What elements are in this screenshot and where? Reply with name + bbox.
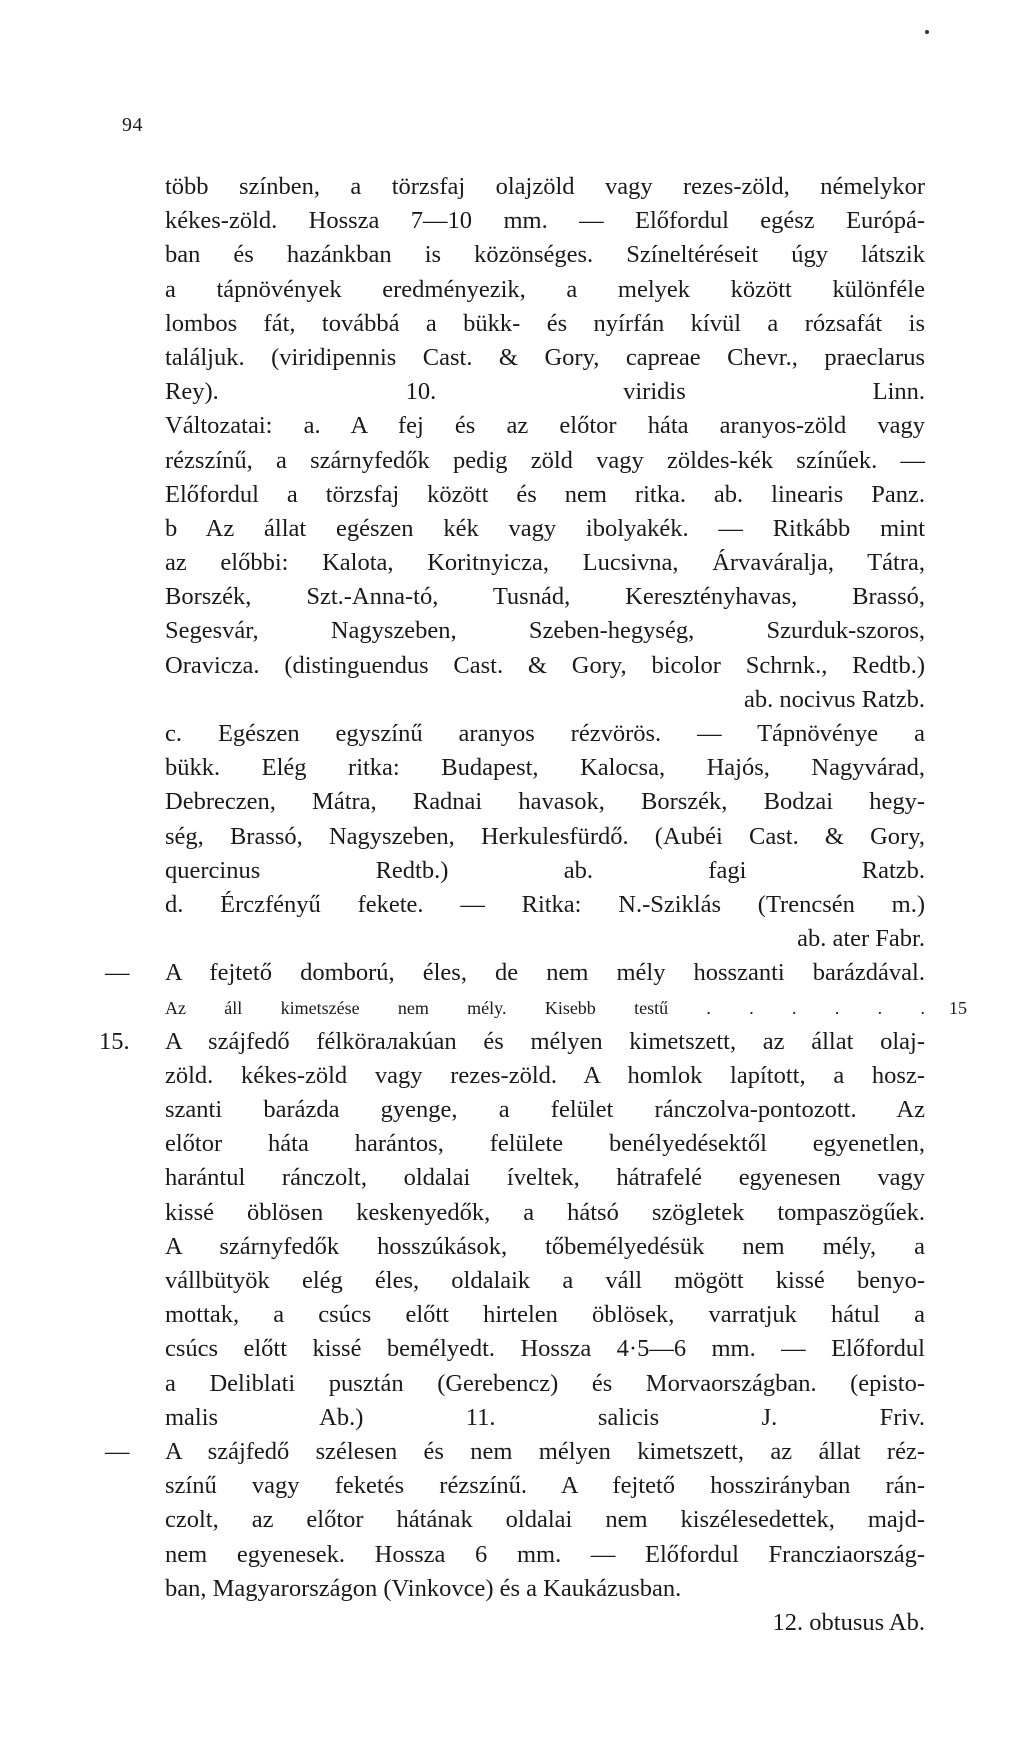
line-text: Az áll kimetszése nem mély. Kisebb testű . . . . . . [165, 997, 925, 1018]
text-line [165, 273, 925, 307]
text-line [165, 1332, 925, 1366]
line-text: találjuk. (viridipennis Cast. & Gory, capreae Chevr., praeclarus [165, 343, 925, 371]
text-line [165, 888, 925, 922]
couplet-reference: 15 [949, 997, 967, 1018]
text-line [99, 1025, 925, 1059]
line-text: mottak, a csúcs előtt hirtelen öblösek, varratjuk hátul a [165, 1301, 925, 1329]
key-marker: 15. [99, 1027, 130, 1055]
line-text: előtor háta harántos, felülete benélyedésektől egyenetlen, [165, 1130, 925, 1158]
line-text: nem egyenesek. Hossza 6 mm. — Előfordul Francziaország- [165, 1540, 925, 1568]
text-line [165, 238, 925, 272]
text-line [165, 546, 925, 580]
line-text: quercinus Redtb.) ab. fagi Ratzb. [165, 856, 925, 884]
text-line [165, 1161, 925, 1195]
text-line [165, 1264, 925, 1298]
line-text: a Deliblati pusztán (Gerebencz) és Morvaországban. (episto- [165, 1369, 925, 1397]
line-text: ab. ater Fabr. [797, 925, 925, 953]
text-line [165, 614, 925, 648]
text-line [165, 1401, 925, 1435]
text-line [165, 580, 925, 614]
body-text [99, 170, 967, 1640]
text-line [165, 649, 925, 683]
line-text: A szárnyfedők hosszúkások, tőbemélyedésük nem mély, a [165, 1232, 925, 1260]
line-text: több színben, a törzsfaj olajzöld vagy rezes-zöld, némelykor [165, 173, 925, 200]
line-text: A fejtető domború, éles, de nem mély hosszanti barázdával. [165, 959, 925, 987]
line-text: színű vagy feketés rézszínű. A fejtető hosszirányban rán- [165, 1472, 925, 1500]
speck [925, 30, 929, 34]
text-line [165, 1298, 925, 1332]
text-line [165, 854, 925, 888]
line-text: Borszék, Szt.-Anna-tó, Tusnád, Keresztényhavas, Brassó, [165, 583, 925, 611]
text-line [165, 444, 925, 478]
text-line [165, 204, 925, 238]
text-line [165, 512, 925, 546]
text-line [105, 1435, 925, 1469]
text-line [165, 820, 925, 854]
text-line [165, 409, 925, 443]
text-line [165, 683, 925, 717]
key-marker: — [105, 1437, 130, 1465]
line-text: zöld. kékes-zöld vagy rezes-zöld. A homlok lapított, a hosz- [165, 1061, 925, 1089]
line-text: 12. obtusus Ab. [772, 1608, 925, 1636]
text-line [165, 717, 925, 751]
text-line [165, 1503, 925, 1537]
line-text: Rey). 10. viridis Linn. [165, 378, 925, 406]
text-line [165, 375, 925, 409]
line-text: Debreczen, Mátra, Radnai havasok, Borszék, Bodzai hegy- [165, 788, 925, 816]
line-text: A szájfedő szélesen és nem mélyen kimetszett, az állat réz- [165, 1437, 925, 1465]
text-line [165, 1196, 925, 1230]
line-text: kissé öblösen keskenyedők, a hátsó szögletek tompaszögűek. [165, 1198, 925, 1226]
text-line [105, 956, 925, 990]
line-text: ab. nocivus Ratzb. [744, 685, 925, 713]
text-line [165, 478, 925, 512]
line-text: rézszínű, a szárnyfedők pedig zöld vagy zöldes-kék színűek. — [165, 446, 925, 474]
line-text: c. Egészen egyszínű aranyos rézvörös. — Tápnövénye a [165, 720, 925, 747]
line-text: Oravicza. (distinguendus Cast. & Gory, bicolor Schrnk., Redtb.) [165, 651, 925, 679]
text-line [165, 1059, 925, 1093]
line-text: b Az állat egészen kék vagy ibolyakék. — Ritkább mint [165, 514, 925, 542]
text-line [165, 1093, 925, 1127]
text-line [165, 922, 925, 956]
text-line [165, 991, 967, 1025]
line-text: csúcs előtt kissé bemélyedt. Hossza 4·5—6 mm. — Előfordul [165, 1335, 925, 1363]
text-line [165, 341, 925, 375]
line-text: Előfordul a törzsfaj között és nem ritka. ab. linearis Panz. [165, 480, 925, 508]
text-line [165, 170, 925, 204]
text-line [165, 1230, 925, 1264]
text-line [165, 1469, 925, 1503]
line-text: harántul ránczolt, oldalai íveltek, hátrafelé egyenesen vagy [165, 1164, 925, 1192]
line-text: ség, Brassó, Nagyszeben, Herkulesfürdő. (Aubéi Cast. & Gory, [165, 822, 925, 850]
line-text: A szájfedő félkörалakúan és mélyen kimetszett, az állat olaj- [165, 1027, 925, 1055]
text-line [165, 785, 925, 819]
line-text: d. Érczfényű fekete. — Ritka: N.-Sziklás (Trencsén m.) [165, 890, 925, 918]
line-text: malis Ab.) 11. salicis J. Friv. [165, 1403, 925, 1431]
text-line [165, 1538, 925, 1572]
line-text: Változatai: a. A fej és az előtor háta aranyos-zöld vagy [165, 412, 925, 440]
text-line [165, 307, 925, 341]
line-text: szanti barázda gyenge, a felület ránczolva-pontozott. Az [165, 1096, 925, 1124]
line-text: az előbbi: Kalota, Koritnyicza, Lucsivna, Árvaváralja, Tátra, [165, 549, 925, 577]
line-text: czolt, az előtor hátának oldalai nem kiszélesedettek, majd- [165, 1506, 925, 1534]
text-line [165, 1606, 925, 1640]
text-line [165, 1367, 925, 1401]
line-text: a tápnövények eredményezik, a melyek között különféle [165, 275, 925, 303]
text-line [165, 1572, 925, 1606]
text-line [165, 751, 925, 785]
line-text: ban és hazánkban is közönséges. Színeltéréseit úgy látszik [165, 241, 925, 269]
text-line [165, 1127, 925, 1161]
line-text: Segesvár, Nagyszeben, Szeben-hegység, Szurduk-szoros, [165, 617, 925, 645]
line-text: kékes-zöld. Hossza 7—10 mm. — Előfordul egész Európá- [165, 207, 925, 235]
line-text: lombos fát, továbbá a bükk- és nyírfán kívül a rózsafát is [165, 309, 925, 337]
key-marker: — [105, 959, 130, 987]
line-text: ban, Magyarországon (Vinkovce) és a Kaukázusban. [165, 1574, 682, 1602]
page-number: 94 [122, 114, 143, 136]
line-text: vállbütyök elég éles, oldalaik a váll mögött kissé benyo- [165, 1267, 925, 1294]
line-text: bükk. Elég ritka: Budapest, Kalocsa, Hajós, Nagyvárad, [165, 754, 925, 782]
